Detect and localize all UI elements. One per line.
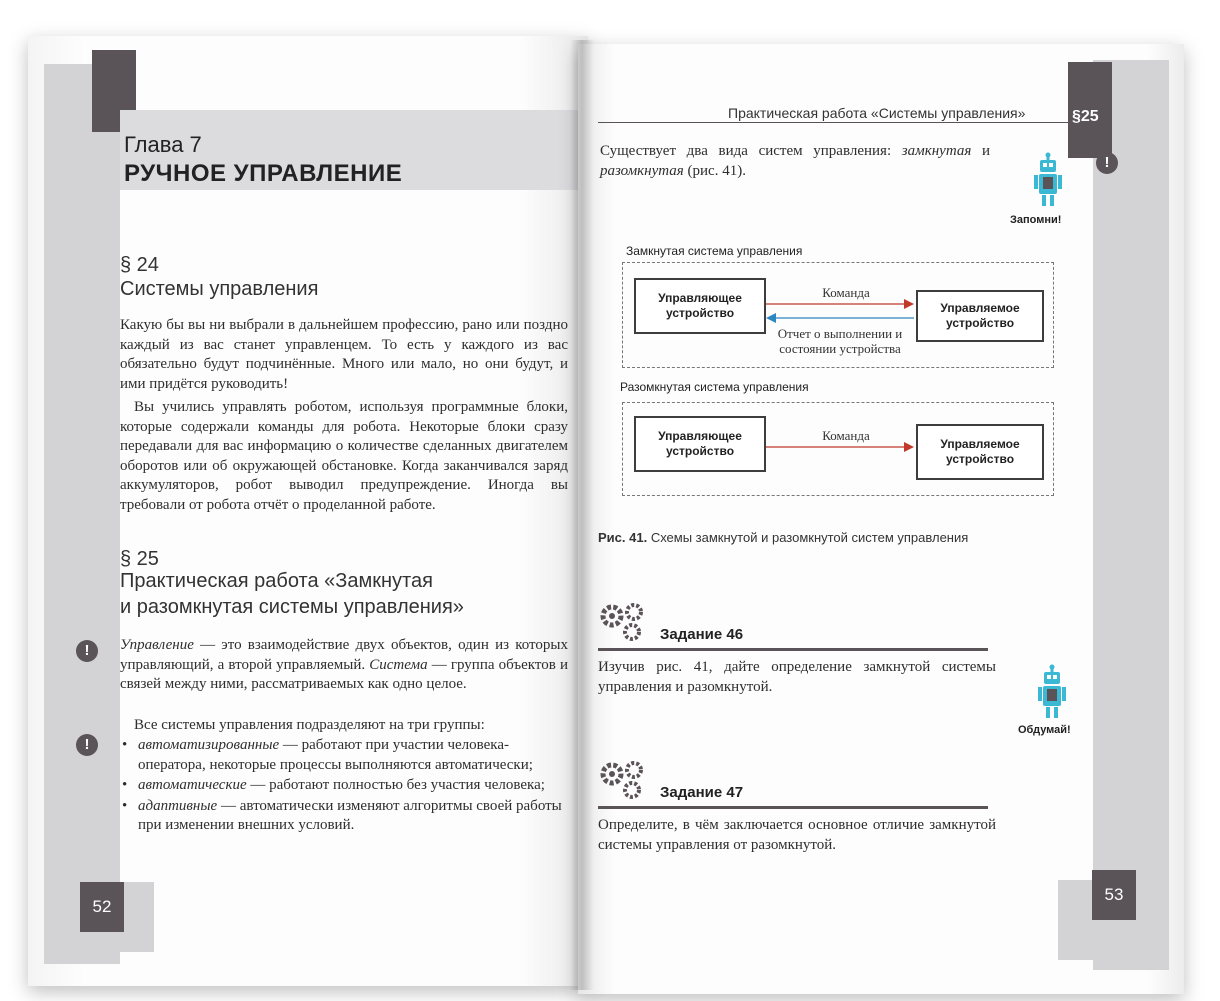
right-page (578, 44, 1184, 994)
think-label: Обдумай! (1018, 724, 1071, 736)
closed-controller-box: Управляющее устройство (634, 278, 766, 334)
section-25-title-line-1: Практическая работа «Замкнутая (120, 570, 433, 592)
page-number-left: 52 (80, 882, 124, 932)
bullet-text: — работают при участии человека-оператора, некоторые процессы выполняются автоматически; (138, 737, 533, 773)
task-47-title: Задание 47 (660, 784, 744, 801)
header-rule (598, 122, 1068, 123)
definition-text-2: — группа объектов и связей между ними, рассматриваемых как одно целое. (120, 656, 568, 692)
chapter-title: РУЧНОЕ УПРАВЛЕНИЕ (124, 160, 403, 187)
exclamation-icon: ! (1096, 152, 1118, 174)
list-item (120, 797, 568, 836)
book-gutter (570, 40, 594, 990)
exclamation-icon: ! (76, 640, 98, 662)
term-closed: замкнутая (901, 143, 972, 159)
bullet-term: автоматизированные (138, 737, 280, 753)
bullet-term: адаптивные (138, 797, 218, 814)
section-24-paragraph-1: Какую бы вы ни выбрали в дальнейшем профессию, рано или поздно каждый из вас станет управленцем. То есть у каждого из вас обязательно будут подчинённые. Много или мало, но они будут, и ими придётся руководить! (120, 317, 568, 392)
open-command-label: Команда (822, 428, 870, 443)
running-header: Практическая работа «Системы управления» (728, 105, 1026, 121)
closed-feedback-label: Отчет о выполнении и состоянии устройства (777, 326, 903, 356)
definition-text-1: — это взаимодействие двух объектов, один из которых управляющий, а второй управляемый. (120, 637, 568, 673)
task-46-text: Изучив рис. 41, дайте определение замкнутой системы управления и разомкнутой. (598, 659, 996, 695)
term-upravlenie: Управление (120, 637, 194, 653)
open-controller-box: Управляющее устройство (634, 416, 766, 472)
section-tab-label: §25 (1072, 108, 1099, 125)
open-controlled-box: Управляемое устройство (916, 424, 1044, 480)
right-margin-band (1093, 60, 1169, 970)
section-24-paragraph-2: Вы учились управлять роботом, используя программные блоки, которые содержали команды для робота. Некоторые блоки сразу передавали для вас информацию о количестве сделанных двигателем оборотов или об окружающей обстановке. Когда заканчивался заряд аккумуляторов, робот выводил предупреждение. Иногда вы требовали от робота отчёт о проделанной работе. (120, 399, 568, 513)
open-system-title: Разомкнутая система управления (620, 380, 809, 394)
remember-label: Запомни! (1010, 214, 1062, 226)
gears-icon (598, 760, 646, 800)
section-25-title-line-2: и разомкнутая системы управления» (120, 596, 464, 618)
intro-text: (рис. 41). (683, 162, 746, 179)
section-24-title: Системы управления (120, 278, 319, 300)
bullet-text: — работают полностью без участия человека; (246, 777, 545, 793)
page-number-right: 53 (1092, 870, 1136, 920)
left-margin-band (44, 64, 120, 964)
figure-label: Рис. 41. (598, 530, 648, 545)
bullet-term: автоматические (138, 777, 247, 793)
task-47-text: Определите, в чём заключается основное отличие замкнутой системы управления от разомкнутой. (598, 817, 996, 853)
task-46-rule (598, 648, 988, 651)
closed-controlled-box: Управляемое устройство (916, 290, 1044, 342)
figure-caption-text: Схемы замкнутой и разомкнутой систем управления (647, 530, 969, 545)
intro-text: и (971, 143, 991, 159)
section-24-number: § 24 (120, 254, 159, 276)
bullet-text: — автоматически изменяют алгоритмы своей работы при изменении внешних условий. (138, 797, 562, 833)
section-25-number: § 25 (120, 548, 159, 570)
closed-system-title: Замкнутая система управления (626, 244, 803, 258)
exclamation-icon: ! (76, 734, 98, 756)
term-sistema: Система (369, 656, 428, 673)
term-open: разомкнутая (600, 162, 684, 179)
list-item (120, 776, 568, 796)
robot-remember-icon (1034, 152, 1062, 208)
definition-paragraph (120, 636, 568, 695)
task-46-title: Задание 46 (660, 626, 744, 643)
groups-intro: Все системы управления подразделяют на три группы: (134, 717, 485, 733)
figure-caption (598, 530, 968, 545)
robot-think-icon (1038, 664, 1066, 720)
chapter-number: Глава 7 (124, 132, 202, 157)
intro-paragraph (600, 142, 990, 181)
intro-text: Существует два вида систем управления: (600, 143, 902, 159)
gears-icon (598, 602, 646, 642)
closed-command-label: Команда (822, 285, 870, 300)
list-item (120, 736, 568, 775)
left-page (28, 36, 588, 986)
groups-list (120, 736, 568, 837)
task-47-rule (598, 806, 988, 809)
